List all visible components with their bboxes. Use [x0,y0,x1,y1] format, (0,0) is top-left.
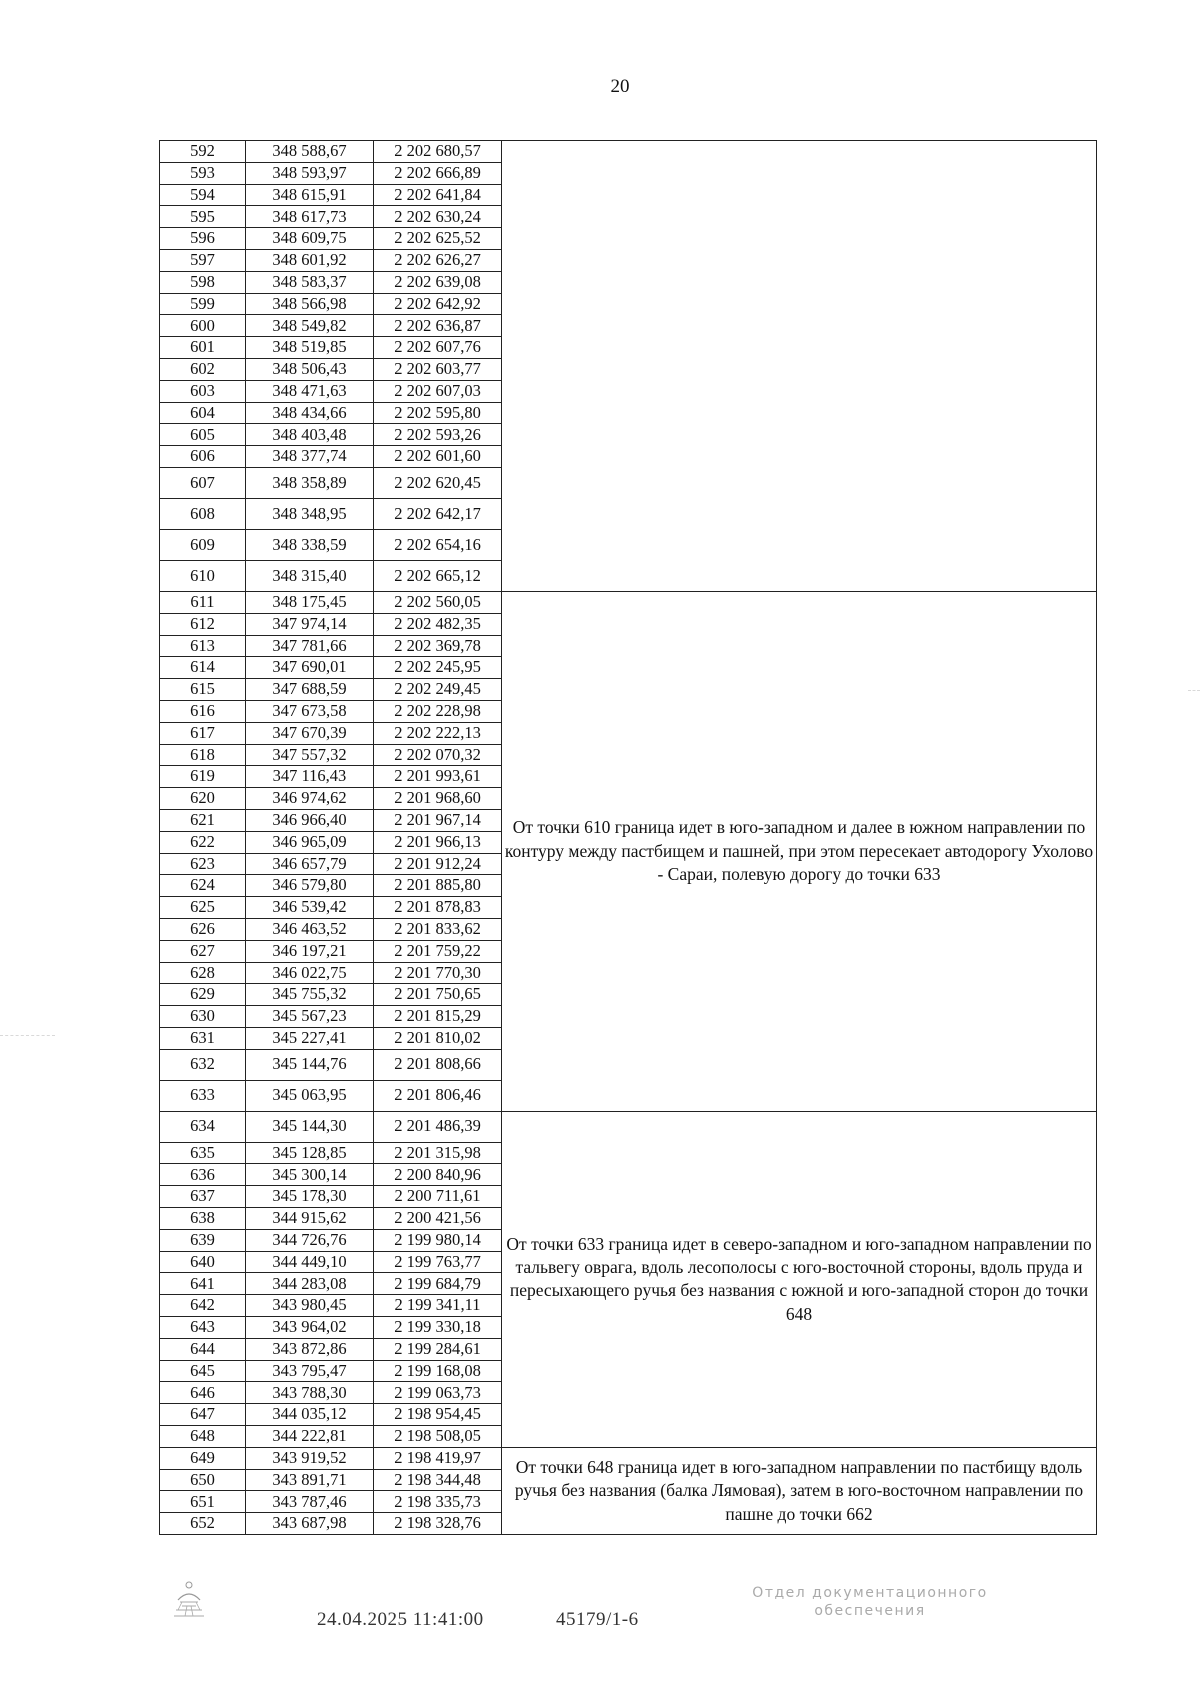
x-coordinate: 347 557,32 [246,744,374,766]
y-coordinate: 2 201 885,80 [374,875,502,897]
y-coordinate: 2 202 222,13 [374,722,502,744]
x-coordinate: 348 348,95 [246,498,374,529]
y-coordinate: 2 202 630,24 [374,206,502,228]
point-number: 636 [160,1164,246,1186]
x-coordinate: 347 688,59 [246,679,374,701]
y-coordinate: 2 201 759,22 [374,940,502,962]
x-coordinate: 348 588,67 [246,141,374,163]
x-coordinate: 345 178,30 [246,1186,374,1208]
x-coordinate: 346 657,79 [246,853,374,875]
x-coordinate: 344 915,62 [246,1208,374,1230]
x-coordinate: 346 974,62 [246,788,374,810]
x-coordinate: 347 116,43 [246,766,374,788]
y-coordinate: 2 202 642,92 [374,293,502,315]
x-coordinate: 344 449,10 [246,1251,374,1273]
point-number: 635 [160,1142,246,1164]
x-coordinate: 343 919,52 [246,1447,374,1469]
y-coordinate: 2 202 245,95 [374,657,502,679]
point-number: 642 [160,1295,246,1317]
point-number: 646 [160,1382,246,1404]
scan-artifact [1188,690,1200,691]
y-coordinate: 2 201 806,46 [374,1080,502,1111]
point-number: 616 [160,700,246,722]
x-coordinate: 343 795,47 [246,1360,374,1382]
x-coordinate: 345 144,30 [246,1111,374,1142]
y-coordinate: 2 199 763,77 [374,1251,502,1273]
y-coordinate: 2 198 419,97 [374,1447,502,1469]
boundary-description [502,141,1097,592]
point-number: 595 [160,206,246,228]
y-coordinate: 2 202 680,57 [374,141,502,163]
point-number: 631 [160,1027,246,1049]
y-coordinate: 2 201 770,30 [374,962,502,984]
x-coordinate: 343 964,02 [246,1317,374,1339]
point-number: 644 [160,1338,246,1360]
point-number: 612 [160,613,246,635]
point-number: 597 [160,249,246,271]
y-coordinate: 2 201 808,66 [374,1049,502,1080]
x-coordinate: 348 338,59 [246,529,374,560]
x-coordinate: 343 687,98 [246,1513,374,1535]
y-coordinate: 2 199 980,14 [374,1229,502,1251]
y-coordinate: 2 200 711,61 [374,1186,502,1208]
point-number: 613 [160,635,246,657]
y-coordinate: 2 201 486,39 [374,1111,502,1142]
point-number: 606 [160,446,246,468]
point-number: 652 [160,1513,246,1535]
x-coordinate: 345 227,41 [246,1027,374,1049]
x-coordinate: 346 539,42 [246,897,374,919]
y-coordinate: 2 198 508,05 [374,1426,502,1448]
point-number: 614 [160,657,246,679]
y-coordinate: 2 202 641,84 [374,184,502,206]
x-coordinate: 348 519,85 [246,337,374,359]
x-coordinate: 343 891,71 [246,1469,374,1491]
x-coordinate: 346 463,52 [246,918,374,940]
point-number: 596 [160,228,246,250]
y-coordinate: 2 202 595,80 [374,402,502,424]
y-coordinate: 2 202 607,76 [374,337,502,359]
y-coordinate: 2 202 626,27 [374,249,502,271]
point-number: 618 [160,744,246,766]
point-number: 600 [160,315,246,337]
y-coordinate: 2 202 636,87 [374,315,502,337]
point-number: 602 [160,358,246,380]
x-coordinate: 347 673,58 [246,700,374,722]
x-coordinate: 347 670,39 [246,722,374,744]
y-coordinate: 2 202 603,77 [374,358,502,380]
point-number: 593 [160,162,246,184]
y-coordinate: 2 202 607,03 [374,380,502,402]
y-coordinate: 2 199 168,08 [374,1360,502,1382]
point-number: 615 [160,679,246,701]
y-coordinate: 2 200 421,56 [374,1208,502,1230]
point-number: 628 [160,962,246,984]
y-coordinate: 2 202 642,17 [374,498,502,529]
y-coordinate: 2 199 063,73 [374,1382,502,1404]
y-coordinate: 2 198 954,45 [374,1404,502,1426]
point-number: 632 [160,1049,246,1080]
point-number: 608 [160,498,246,529]
y-coordinate: 2 202 625,52 [374,228,502,250]
y-coordinate: 2 201 966,13 [374,831,502,853]
y-coordinate: 2 202 601,60 [374,446,502,468]
y-coordinate: 2 201 912,24 [374,853,502,875]
y-coordinate: 2 200 840,96 [374,1164,502,1186]
y-coordinate: 2 201 315,98 [374,1142,502,1164]
point-number: 630 [160,1006,246,1028]
point-number: 625 [160,897,246,919]
x-coordinate: 348 358,89 [246,467,374,498]
y-coordinate: 2 201 878,83 [374,897,502,919]
x-coordinate: 348 593,97 [246,162,374,184]
logo-icon [172,1580,206,1620]
table-row [160,1447,1097,1469]
point-number: 627 [160,940,246,962]
point-number: 594 [160,184,246,206]
point-number: 601 [160,337,246,359]
footer-timestamp: 24.04.2025 11:41:00 [317,1609,484,1630]
table-row [160,1111,1097,1142]
y-coordinate: 2 202 665,12 [374,560,502,591]
y-coordinate: 2 202 482,35 [374,613,502,635]
x-coordinate: 343 872,86 [246,1338,374,1360]
x-coordinate: 348 471,63 [246,380,374,402]
x-coordinate: 343 787,46 [246,1491,374,1513]
point-number: 638 [160,1208,246,1230]
x-coordinate: 348 175,45 [246,591,374,613]
y-coordinate: 2 198 328,76 [374,1513,502,1535]
point-number: 650 [160,1469,246,1491]
y-coordinate: 2 199 330,18 [374,1317,502,1339]
x-coordinate: 344 035,12 [246,1404,374,1426]
y-coordinate: 2 199 341,11 [374,1295,502,1317]
y-coordinate: 2 202 228,98 [374,700,502,722]
y-coordinate: 2 201 968,60 [374,788,502,810]
point-number: 598 [160,271,246,293]
y-coordinate: 2 202 369,78 [374,635,502,657]
point-number: 610 [160,560,246,591]
x-coordinate: 346 579,80 [246,875,374,897]
point-number: 599 [160,293,246,315]
x-coordinate: 344 222,81 [246,1426,374,1448]
point-number: 634 [160,1111,246,1142]
x-coordinate: 348 601,92 [246,249,374,271]
y-coordinate: 2 202 639,08 [374,271,502,293]
point-number: 649 [160,1447,246,1469]
y-coordinate: 2 198 344,48 [374,1469,502,1491]
point-number: 603 [160,380,246,402]
y-coordinate: 2 199 284,61 [374,1338,502,1360]
scan-artifact [0,1035,55,1036]
x-coordinate: 343 980,45 [246,1295,374,1317]
y-coordinate: 2 202 249,45 [374,679,502,701]
point-number: 626 [160,918,246,940]
y-coordinate: 2 202 654,16 [374,529,502,560]
y-coordinate: 2 201 967,14 [374,809,502,831]
point-number: 592 [160,141,246,163]
point-number: 651 [160,1491,246,1513]
y-coordinate: 2 201 833,62 [374,918,502,940]
table-row [160,591,1097,613]
boundary-description: От точки 610 граница идет в юго-западном и далее в южном направлении по контуру между пастбищем и пашней, при этом пересекает автодорогу Ухолово - Сараи, полевую дорогу до точки 633 [502,591,1097,1111]
coordinates-table [159,140,1097,1535]
point-number: 617 [160,722,246,744]
point-number: 621 [160,809,246,831]
stamp-line-1: Отдел документационного [752,1585,988,1601]
x-coordinate: 345 144,76 [246,1049,374,1080]
point-number: 648 [160,1426,246,1448]
x-coordinate: 348 434,66 [246,402,374,424]
point-number: 607 [160,467,246,498]
x-coordinate: 345 567,23 [246,1006,374,1028]
point-number: 629 [160,984,246,1006]
x-coordinate: 346 966,40 [246,809,374,831]
x-coordinate: 346 022,75 [246,962,374,984]
x-coordinate: 348 315,40 [246,560,374,591]
point-number: 620 [160,788,246,810]
x-coordinate: 345 063,95 [246,1080,374,1111]
point-number: 624 [160,875,246,897]
x-coordinate: 343 788,30 [246,1382,374,1404]
x-coordinate: 348 583,37 [246,271,374,293]
y-coordinate: 2 201 750,65 [374,984,502,1006]
x-coordinate: 347 974,14 [246,613,374,635]
point-number: 605 [160,424,246,446]
footer-doc-number: 45179/1-6 [556,1609,639,1630]
department-stamp [720,1584,1020,1620]
point-number: 619 [160,766,246,788]
x-coordinate: 348 506,43 [246,358,374,380]
y-coordinate: 2 198 335,73 [374,1491,502,1513]
y-coordinate: 2 199 684,79 [374,1273,502,1295]
point-number: 623 [160,853,246,875]
x-coordinate: 345 755,32 [246,984,374,1006]
y-coordinate: 2 202 593,26 [374,424,502,446]
x-coordinate: 348 566,98 [246,293,374,315]
table-row [160,141,1097,163]
point-number: 611 [160,591,246,613]
x-coordinate: 348 617,73 [246,206,374,228]
point-number: 604 [160,402,246,424]
y-coordinate: 2 202 560,05 [374,591,502,613]
x-coordinate: 348 609,75 [246,228,374,250]
boundary-description: От точки 648 граница идет в юго-западном направлении по пастбищу вдоль ручья без названия (балка Лямовая), затем в юго-восточном направлении по пашне до точки 662 [502,1447,1097,1534]
boundary-description: От точки 633 граница идет в северо-западном и юго-западном направлении по тальвегу оврага, вдоль лесополосы с юго-восточной стороны, вдоль пруда и пересыхающего ручья без названия с южной и юго-западной сторон до точки 648 [502,1111,1097,1447]
x-coordinate: 344 283,08 [246,1273,374,1295]
point-number: 633 [160,1080,246,1111]
coordinates-table-body [160,141,1097,1535]
point-number: 637 [160,1186,246,1208]
y-coordinate: 2 202 666,89 [374,162,502,184]
point-number: 647 [160,1404,246,1426]
page-number: 20 [610,76,630,97]
point-number: 639 [160,1229,246,1251]
y-coordinate: 2 202 620,45 [374,467,502,498]
point-number: 622 [160,831,246,853]
x-coordinate: 348 377,74 [246,446,374,468]
point-number: 609 [160,529,246,560]
point-number: 645 [160,1360,246,1382]
x-coordinate: 345 300,14 [246,1164,374,1186]
x-coordinate: 348 615,91 [246,184,374,206]
x-coordinate: 348 549,82 [246,315,374,337]
x-coordinate: 346 197,21 [246,940,374,962]
y-coordinate: 2 201 810,02 [374,1027,502,1049]
y-coordinate: 2 201 993,61 [374,766,502,788]
x-coordinate: 348 403,48 [246,424,374,446]
y-coordinate: 2 201 815,29 [374,1006,502,1028]
x-coordinate: 347 781,66 [246,635,374,657]
stamp-line-2: обеспечения [814,1603,926,1620]
x-coordinate: 347 690,01 [246,657,374,679]
y-coordinate: 2 202 070,32 [374,744,502,766]
x-coordinate: 345 128,85 [246,1142,374,1164]
point-number: 643 [160,1317,246,1339]
x-coordinate: 346 965,09 [246,831,374,853]
point-number: 640 [160,1251,246,1273]
point-number: 641 [160,1273,246,1295]
x-coordinate: 344 726,76 [246,1229,374,1251]
